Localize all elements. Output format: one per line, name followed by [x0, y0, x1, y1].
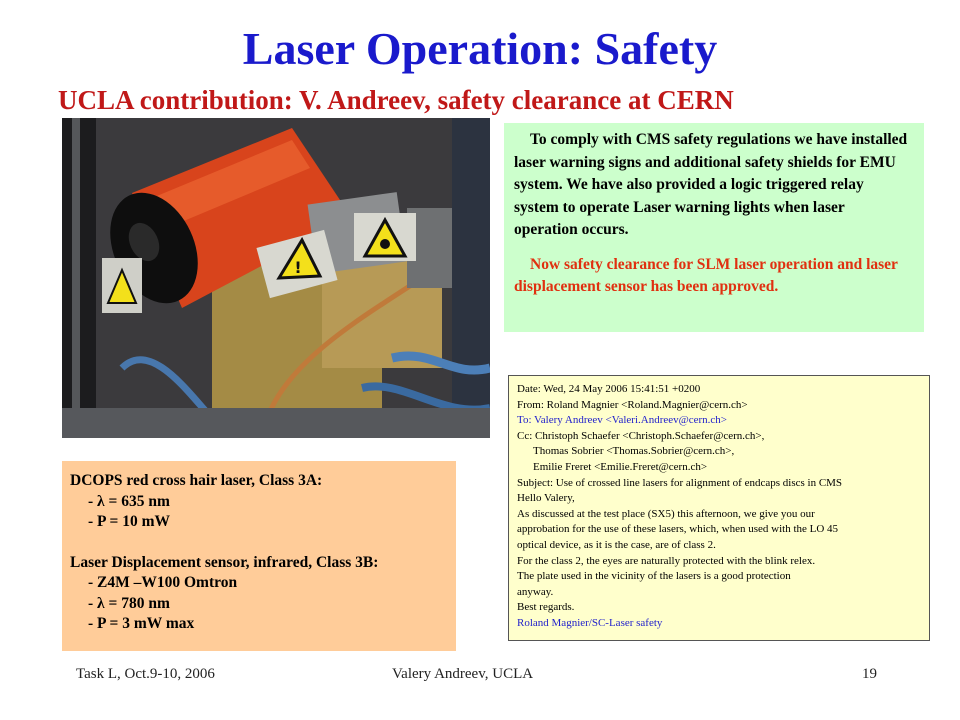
email-excerpt: [508, 375, 930, 641]
email-from: From: Roland Magnier <Roland.Magnier@cern.ch>: [517, 398, 748, 411]
svg-text:!: !: [294, 258, 302, 277]
slide-title: Laser Operation: Safety: [242, 23, 718, 74]
clearance-paragraph: Now safety clearance for SLM laser operation and laser displacement sensor has been approved.: [514, 255, 898, 295]
slide-subtitle: UCLA contribution: V. Andreev, safety clearance at CERN: [58, 85, 734, 115]
email-subject: Subject: Use of crossed line lasers for alignment of endcaps discs in CMS: [517, 476, 843, 489]
email-cc: Cc: Christoph Schaefer <Christoph.Schaefer@cern.ch>,: [517, 429, 765, 442]
displacement-sensor-heading: Laser Displacement sensor, infrared, Class 3B:: [70, 553, 379, 571]
email-to: To: Valery Andreev <Valeri.Andreev@cern.ch>: [517, 414, 728, 427]
page-number: 19: [862, 666, 877, 682]
email-body-line: anyway.: [517, 585, 554, 598]
dcops-laser-heading: DCOPS red cross hair laser, Class 3A:: [70, 472, 323, 489]
email-body-line: As discussed at the test place (SX5) this afternoon, we give you our: [517, 507, 815, 520]
email-greeting: Hello Valery,: [517, 492, 575, 505]
email-closing: Best regards.: [517, 601, 575, 614]
email-body-line: For the class 2, the eyes are naturally protected with the blink relex.: [517, 554, 816, 567]
email-signature: Roland Magnier/SC-Laser safety: [517, 616, 663, 629]
sensor-power: - P = 3 mW max: [88, 615, 195, 632]
email-cc-line: Thomas Sobrier <Thomas.Sobrier@cern.ch>,: [533, 445, 735, 458]
laser-specs-box: [62, 461, 456, 651]
safety-paragraph: To comply with CMS safety regulations we have installed laser warning signs and additional safety shields for EMU system. We have also provided a logic triggered relay system to operate Laser warning lights when laser operation occurs.: [514, 131, 908, 238]
laser-warning-photo: [62, 118, 490, 438]
email-cc-line: Emilie Freret <Emilie.Freret@cern.ch>: [533, 460, 708, 473]
dcops-wavelength: - λ = 635 nm: [88, 492, 170, 510]
sensor-wavelength: - λ = 780 nm: [88, 594, 170, 612]
safety-summary-box: [504, 123, 924, 332]
dcops-power: - P = 10 mW: [88, 513, 171, 530]
footer-event: Task L, Oct.9-10, 2006: [76, 666, 215, 682]
email-body-line: The plate used in the vicinity of the lasers is a good protection: [517, 570, 791, 583]
email-body-line: approbation for the use of these lasers, which, when used with the LO 45: [517, 523, 839, 536]
footer-author: Valery Andreev, UCLA: [392, 666, 534, 682]
email-body-line: optical device, as it is the case, are of class 2.: [517, 538, 716, 551]
sensor-model: - Z4M –W100 Omtron: [88, 574, 238, 591]
email-date: Date: Wed, 24 May 2006 15:41:51 +0200: [517, 383, 701, 395]
